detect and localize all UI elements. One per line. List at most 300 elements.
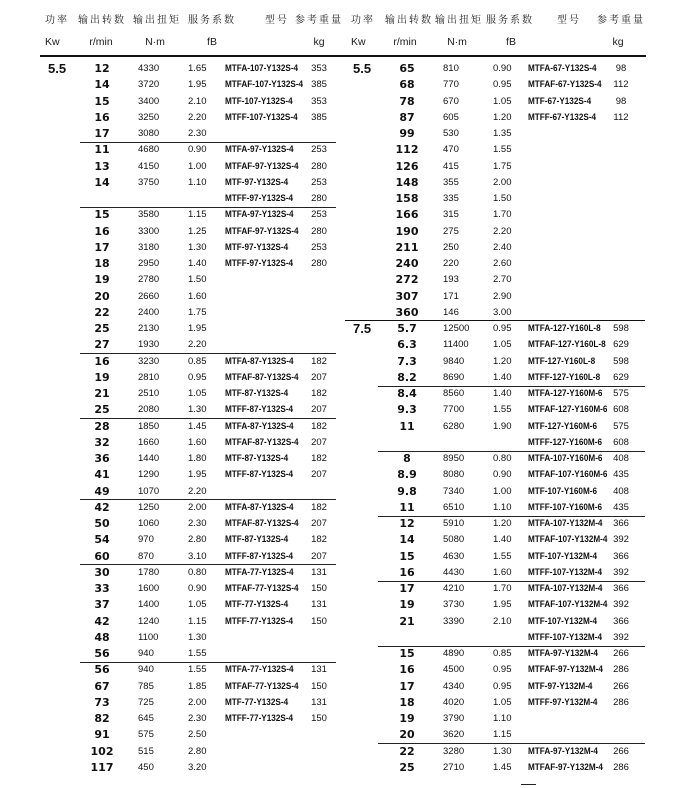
service-factor-cell: 1.05 xyxy=(493,95,512,107)
torque-cell: 8690 xyxy=(443,371,465,383)
table-row xyxy=(40,321,345,337)
model-cell: MTFAF-107-Y160M-6 xyxy=(528,469,608,481)
speed-cell: 19 xyxy=(94,370,110,384)
speed-cell: 12 xyxy=(94,62,110,75)
service-factor-cell: 2.20 xyxy=(188,111,207,123)
speed-cell: 5.7 xyxy=(397,322,417,335)
table-row xyxy=(40,484,345,500)
torque-cell: 2080 xyxy=(138,404,160,416)
weight-cell: 392 xyxy=(613,599,629,611)
table-row xyxy=(345,94,650,110)
torque-cell: 6510 xyxy=(443,501,465,513)
table-row xyxy=(40,191,345,207)
weight-cell: 266 xyxy=(613,648,629,659)
service-factor-cell: 1.70 xyxy=(493,209,512,221)
speed-cell: 102 xyxy=(90,744,114,758)
model-cell: MTFA-97-Y132M-4 xyxy=(528,745,598,757)
torque-cell: 670 xyxy=(443,95,459,107)
speed-cell: 33 xyxy=(94,582,110,595)
table-row xyxy=(345,760,650,776)
speed-cell: 8.9 xyxy=(397,468,417,482)
weight-cell: 253 xyxy=(311,176,327,188)
speed-cell: 18 xyxy=(399,695,415,709)
table-row xyxy=(345,727,650,743)
model-cell: MTFAF-97-Y132S-4 xyxy=(225,225,299,237)
weight-cell: 98 xyxy=(615,63,627,74)
torque-cell: 250 xyxy=(443,241,459,253)
weight-cell: 98 xyxy=(615,95,627,107)
table-row xyxy=(345,77,650,93)
torque-cell: 2400 xyxy=(138,306,160,318)
table-row xyxy=(345,565,650,581)
weight-cell: 629 xyxy=(613,339,629,351)
service-factor-cell: 1.55 xyxy=(493,404,512,416)
torque-cell: 1850 xyxy=(138,420,160,432)
table-row xyxy=(40,207,345,223)
service-factor-cell: 1.05 xyxy=(188,599,207,611)
weight-cell: 112 xyxy=(613,79,629,91)
torque-cell: 6280 xyxy=(443,420,465,432)
torque-cell: 450 xyxy=(138,761,154,773)
model-cell: MTFF-97-Y132M-4 xyxy=(528,696,598,708)
speed-cell: 360 xyxy=(395,305,419,319)
spec-table-right xyxy=(345,0,650,788)
speed-cell: 16 xyxy=(94,354,110,368)
speed-cell: 50 xyxy=(94,517,110,530)
torque-cell: 575 xyxy=(138,729,154,741)
torque-cell: 3790 xyxy=(443,713,465,724)
service-factor-cell: 1.05 xyxy=(188,388,207,399)
speed-cell: 68 xyxy=(399,78,415,92)
table-row xyxy=(40,110,345,126)
torque-cell: 530 xyxy=(443,128,459,139)
weight-cell: 207 xyxy=(311,371,327,383)
service-factor-cell: 3.10 xyxy=(188,550,207,562)
speed-cell: 11 xyxy=(399,419,415,433)
speed-cell: 14 xyxy=(399,533,415,547)
column-header-torque: 输出扭矩 xyxy=(435,15,483,26)
column-header-model: 型号 xyxy=(265,15,289,26)
torque-cell: 3750 xyxy=(138,176,160,188)
service-factor-cell: 1.85 xyxy=(188,680,207,692)
model-cell: MTFA-127-Y160L-8 xyxy=(528,323,601,334)
torque-cell: 770 xyxy=(443,79,459,91)
speed-cell: 21 xyxy=(94,387,110,400)
speed-cell: 6.3 xyxy=(397,338,417,352)
weight-cell: 392 xyxy=(613,631,629,643)
table-row xyxy=(345,532,650,548)
torque-cell: 870 xyxy=(138,550,154,562)
weight-cell: 150 xyxy=(311,615,327,627)
table-row xyxy=(345,646,650,662)
service-factor-cell: 1.65 xyxy=(188,63,207,74)
torque-cell: 8080 xyxy=(443,469,465,481)
model-cell: MTFA-107-Y132M-4 xyxy=(528,583,603,594)
service-factor-cell: 2.30 xyxy=(188,128,207,139)
table-row xyxy=(345,175,650,191)
model-cell: MTFF-107-Y160M-6 xyxy=(528,501,603,513)
weight-cell: 598 xyxy=(613,323,629,334)
torque-cell: 335 xyxy=(443,193,459,204)
table-row xyxy=(345,597,650,613)
torque-cell: 4330 xyxy=(138,63,160,74)
weight-cell: 353 xyxy=(311,95,327,107)
column-unit-power: Kw xyxy=(351,36,366,48)
model-cell: MTF-107-Y160M-6 xyxy=(528,485,598,497)
torque-cell: 1400 xyxy=(138,599,160,611)
torque-cell: 355 xyxy=(443,176,459,188)
speed-cell: 28 xyxy=(94,419,110,433)
service-factor-cell: 1.50 xyxy=(188,274,207,286)
service-factor-cell: 2.00 xyxy=(188,501,207,513)
weight-cell: 575 xyxy=(613,388,629,399)
service-factor-cell: 3.20 xyxy=(188,761,207,773)
model-cell: MTFAF-97-Y132S-4 xyxy=(225,160,299,172)
torque-cell: 3250 xyxy=(138,111,160,123)
weight-cell: 435 xyxy=(613,469,629,481)
torque-cell: 645 xyxy=(138,713,154,724)
weight-cell: 608 xyxy=(613,436,629,448)
table-row xyxy=(345,289,650,305)
torque-cell: 193 xyxy=(443,274,459,286)
weight-cell: 575 xyxy=(613,420,629,432)
speed-cell: 11 xyxy=(94,143,110,157)
service-factor-cell: 2.20 xyxy=(188,485,207,497)
service-factor-cell: 1.75 xyxy=(188,306,207,318)
torque-cell: 940 xyxy=(138,664,154,676)
service-factor-cell: 1.15 xyxy=(188,615,207,627)
table-row xyxy=(40,126,345,142)
torque-cell: 4890 xyxy=(443,648,465,659)
speed-cell: 25 xyxy=(94,403,110,417)
table-row xyxy=(40,402,345,418)
service-factor-cell: 1.55 xyxy=(188,664,207,676)
speed-cell: 307 xyxy=(395,289,419,303)
torque-cell: 470 xyxy=(443,144,459,156)
torque-cell: 1780 xyxy=(138,566,160,578)
service-factor-cell: 1.60 xyxy=(188,290,207,302)
weight-cell: 150 xyxy=(311,680,327,692)
speed-cell: 20 xyxy=(94,289,110,303)
model-cell: MTFAF-107-Y132M-4 xyxy=(528,534,608,546)
weight-cell: 280 xyxy=(311,193,327,204)
model-cell: MTFA-87-Y132S-4 xyxy=(225,420,294,432)
model-cell: MTFA-107-Y132S-4 xyxy=(225,63,299,74)
table-row xyxy=(345,207,650,223)
table-row xyxy=(40,630,345,646)
table-row xyxy=(40,61,345,77)
speed-cell: 73 xyxy=(94,695,110,709)
service-factor-cell: 1.35 xyxy=(493,128,512,139)
service-factor-cell: 1.20 xyxy=(493,111,512,123)
model-cell: MTF-87-Y132S-4 xyxy=(225,453,289,464)
weight-cell: 392 xyxy=(613,566,629,578)
weight-cell: 131 xyxy=(311,566,327,578)
model-cell: MTFAF-97-Y132M-4 xyxy=(528,761,603,773)
service-factor-cell: 1.25 xyxy=(188,225,207,237)
model-cell: MTFAF-87-Y132S-4 xyxy=(225,518,299,529)
column-unit-torque: N·m xyxy=(447,36,467,48)
model-cell: MTFF-77-Y132S-4 xyxy=(225,713,294,724)
service-factor-cell: 2.20 xyxy=(188,339,207,351)
torque-cell: 11400 xyxy=(443,339,469,351)
torque-cell: 785 xyxy=(138,680,154,692)
weight-cell: 207 xyxy=(311,550,327,562)
model-cell: MTFF-97-Y132S-4 xyxy=(225,193,294,204)
service-factor-cell: 1.55 xyxy=(493,550,512,562)
table-row xyxy=(345,614,650,630)
service-factor-cell: 1.95 xyxy=(188,323,207,334)
weight-cell: 280 xyxy=(311,160,327,172)
weight-cell: 182 xyxy=(311,501,327,513)
weight-cell: 131 xyxy=(311,696,327,708)
table-row xyxy=(345,484,650,500)
torque-cell: 275 xyxy=(443,225,459,237)
service-factor-cell: 1.40 xyxy=(188,258,207,269)
power-cell: 5.5 xyxy=(353,61,372,76)
table-row xyxy=(40,386,345,402)
service-factor-cell: 1.80 xyxy=(188,453,207,464)
service-factor-cell: 0.90 xyxy=(493,63,512,74)
service-factor-cell: 0.90 xyxy=(493,469,512,481)
speed-cell: 99 xyxy=(399,127,415,140)
weight-cell: 150 xyxy=(311,713,327,724)
speed-cell: 8.2 xyxy=(397,370,417,384)
model-cell: MTFF-107-Y132S-4 xyxy=(225,111,298,123)
model-cell: MTFAF-67-Y132S-4 xyxy=(528,79,602,91)
torque-cell: 3180 xyxy=(138,241,160,253)
torque-cell: 4150 xyxy=(138,160,160,172)
service-factor-cell: 1.95 xyxy=(188,469,207,481)
column-unit-service-factor: fB xyxy=(207,36,217,48)
torque-cell: 4210 xyxy=(443,583,465,594)
torque-cell: 970 xyxy=(138,534,154,546)
table-row xyxy=(40,337,345,353)
speed-cell: 17 xyxy=(94,127,110,140)
table-row xyxy=(40,500,345,516)
model-cell: MTFAF-87-Y132S-4 xyxy=(225,436,299,448)
speed-cell: 60 xyxy=(94,549,110,563)
torque-cell: 3400 xyxy=(138,95,160,107)
speed-cell: 12 xyxy=(399,517,415,530)
service-factor-cell: 2.30 xyxy=(188,713,207,724)
speed-cell: 272 xyxy=(395,273,419,287)
weight-cell: 280 xyxy=(311,258,327,269)
service-factor-cell: 1.05 xyxy=(493,696,512,708)
weight-cell: 280 xyxy=(311,225,327,237)
table-row xyxy=(345,711,650,727)
speed-cell: 117 xyxy=(90,760,114,774)
table-row xyxy=(40,760,345,776)
speed-cell: 17 xyxy=(399,679,415,693)
speed-cell: 16 xyxy=(399,663,415,677)
weight-cell: 266 xyxy=(613,745,629,757)
speed-cell: 19 xyxy=(399,712,415,725)
torque-cell: 3580 xyxy=(138,209,160,221)
speed-cell: 16 xyxy=(399,565,415,579)
weight-cell: 353 xyxy=(311,63,327,74)
model-cell: MTFA-87-Y132S-4 xyxy=(225,501,294,513)
speed-cell: 19 xyxy=(94,273,110,287)
torque-cell: 220 xyxy=(443,258,459,269)
weight-cell: 207 xyxy=(311,436,327,448)
speed-cell: 15 xyxy=(399,647,415,660)
service-factor-cell: 1.90 xyxy=(493,420,512,432)
table-row xyxy=(345,679,650,695)
column-header-speed: 输出转数 xyxy=(78,15,126,26)
column-unit-speed: r/min xyxy=(393,36,417,48)
torque-cell: 171 xyxy=(443,290,459,302)
weight-cell: 253 xyxy=(311,144,327,156)
speed-cell: 67 xyxy=(94,679,110,693)
torque-cell: 1250 xyxy=(138,501,160,513)
service-factor-cell: 2.60 xyxy=(493,258,512,269)
weight-cell: 182 xyxy=(311,453,327,464)
model-cell: MTFF-97-Y132S-4 xyxy=(225,258,294,269)
service-factor-cell: 1.00 xyxy=(493,485,512,497)
column-header-power: 功率 xyxy=(351,15,375,26)
model-cell: MTF-97-Y132S-4 xyxy=(225,176,289,188)
model-cell: MTFA-127-Y160M-6 xyxy=(528,388,603,399)
speed-cell: 14 xyxy=(94,175,110,189)
speed-cell: 15 xyxy=(399,549,415,563)
table-row xyxy=(40,142,345,158)
table-row xyxy=(345,419,650,435)
service-factor-cell: 0.90 xyxy=(188,583,207,594)
model-cell: MTF-77-Y132S-4 xyxy=(225,696,289,708)
model-cell: MTFF-77-Y132S-4 xyxy=(225,615,294,627)
speed-cell: 13 xyxy=(94,159,110,173)
model-cell: MTFF-87-Y132S-4 xyxy=(225,469,294,481)
table-row xyxy=(40,94,345,110)
table-row xyxy=(345,110,650,126)
model-cell: MTF-77-Y132S-4 xyxy=(225,599,289,611)
weight-cell: 207 xyxy=(311,404,327,416)
table-row xyxy=(345,435,650,451)
torque-cell: 4340 xyxy=(443,680,465,692)
model-cell: MTF-107-Y132M-4 xyxy=(528,550,598,562)
speed-cell: 240 xyxy=(395,257,419,270)
service-factor-cell: 1.00 xyxy=(188,160,207,172)
torque-cell: 2660 xyxy=(138,290,160,302)
service-factor-cell: 1.40 xyxy=(493,371,512,383)
model-cell: MTFA-67-Y132S-4 xyxy=(528,63,597,74)
table-row xyxy=(40,565,345,581)
torque-cell: 1600 xyxy=(138,583,160,594)
speed-cell: 41 xyxy=(94,468,110,482)
service-factor-cell: 1.60 xyxy=(493,566,512,578)
table-row xyxy=(40,435,345,451)
service-factor-cell: 2.20 xyxy=(493,225,512,237)
speed-cell: 48 xyxy=(94,630,110,644)
speed-cell: 42 xyxy=(94,614,110,628)
table-row xyxy=(345,142,650,158)
table-row xyxy=(40,224,345,240)
speed-cell: 15 xyxy=(94,208,110,222)
speed-cell: 8.4 xyxy=(397,387,417,400)
table-row xyxy=(345,695,650,711)
torque-cell: 605 xyxy=(443,111,459,123)
model-cell: MTFF-107-Y132M-4 xyxy=(528,566,603,578)
speed-cell: 20 xyxy=(399,728,415,742)
table-row xyxy=(40,581,345,597)
torque-cell: 725 xyxy=(138,696,154,708)
column-header-weight: 参考重量 xyxy=(597,15,645,26)
weight-cell: 286 xyxy=(613,761,629,773)
speed-cell: 49 xyxy=(94,484,110,498)
table-row xyxy=(40,516,345,532)
torque-cell: 515 xyxy=(138,745,154,757)
service-factor-cell: 2.10 xyxy=(188,95,207,107)
model-cell: MTF-127-Y160L-8 xyxy=(528,355,596,367)
service-factor-cell: 0.95 xyxy=(188,371,207,383)
speed-cell: 148 xyxy=(395,175,419,189)
model-cell: MTFAF-77-Y132S-4 xyxy=(225,583,299,594)
table-row xyxy=(345,240,650,256)
weight-cell: 598 xyxy=(613,355,629,367)
model-cell: MTFAF-127-Y160L-8 xyxy=(528,339,606,351)
table-row xyxy=(345,630,650,646)
table-row xyxy=(345,516,650,532)
service-factor-cell: 0.90 xyxy=(188,144,207,156)
column-header-service-factor: 服务系数 xyxy=(486,15,534,26)
table-row xyxy=(40,289,345,305)
table-row xyxy=(345,272,650,288)
service-factor-cell: 1.30 xyxy=(188,241,207,253)
model-cell: MTF-97-Y132M-4 xyxy=(528,680,593,692)
service-factor-cell: 2.80 xyxy=(188,534,207,546)
speed-cell: 17 xyxy=(399,582,415,595)
weight-cell: 286 xyxy=(613,664,629,676)
model-cell: MTFF-87-Y132S-4 xyxy=(225,404,294,416)
torque-cell: 3080 xyxy=(138,128,160,139)
service-factor-cell: 1.20 xyxy=(493,518,512,529)
model-cell: MTFAF-77-Y132S-4 xyxy=(225,680,299,692)
service-factor-cell: 2.50 xyxy=(188,729,207,741)
speed-cell: 7.3 xyxy=(397,354,417,368)
service-factor-cell: 1.45 xyxy=(188,420,207,432)
column-header-speed: 输出转数 xyxy=(385,15,433,26)
speed-cell: 190 xyxy=(395,224,419,238)
service-factor-cell: 1.55 xyxy=(493,144,512,156)
speed-cell: 211 xyxy=(395,240,419,254)
torque-cell: 146 xyxy=(443,306,459,318)
speed-cell: 17 xyxy=(94,240,110,254)
weight-cell: 207 xyxy=(311,518,327,529)
weight-cell: 182 xyxy=(311,388,327,399)
weight-cell: 385 xyxy=(311,111,327,123)
speed-cell: 65 xyxy=(399,62,415,75)
speed-cell: 54 xyxy=(94,533,110,547)
power-cell: 7.5 xyxy=(353,321,372,336)
torque-cell: 315 xyxy=(443,209,459,221)
service-factor-cell: 0.95 xyxy=(493,680,512,692)
speed-cell: 32 xyxy=(94,435,110,449)
speed-cell: 18 xyxy=(94,257,110,270)
table-row xyxy=(40,272,345,288)
weight-cell: 608 xyxy=(613,404,629,416)
speed-cell: 27 xyxy=(94,338,110,352)
table-row xyxy=(345,321,650,337)
column-unit-torque: N·m xyxy=(145,36,165,48)
service-factor-cell: 0.85 xyxy=(188,355,207,367)
column-unit-power: Kw xyxy=(45,36,60,48)
table-row xyxy=(40,419,345,435)
column-unit-weight: kg xyxy=(313,36,325,48)
column-unit-service-factor: fB xyxy=(506,36,516,48)
speed-cell: 42 xyxy=(94,500,110,514)
table-row xyxy=(40,451,345,467)
